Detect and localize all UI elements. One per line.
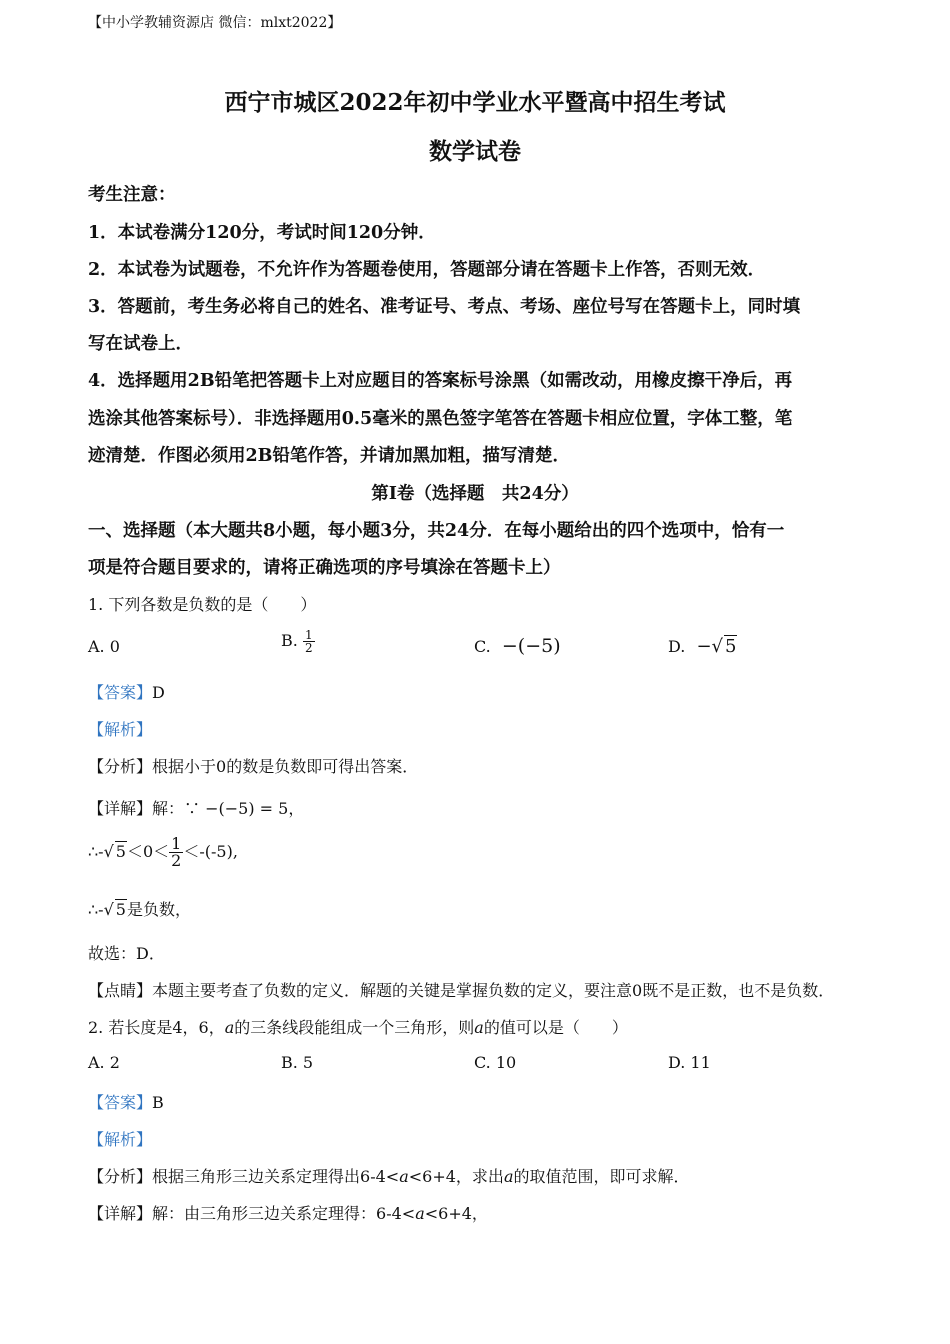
notice-line: 3．答题前，考生务必将自己的姓名、准考证号、考点、考场、座位号写在答题卡上，同时填 bbox=[88, 297, 801, 317]
option-expression: −(−5) bbox=[501, 635, 561, 657]
answer-tag: 【答案】 bbox=[88, 1093, 153, 1112]
q1-conclusion-line bbox=[88, 897, 191, 920]
q2-option-c: C. 10 bbox=[474, 1053, 517, 1072]
header-note: 【中小学教辅资源店 微信：mlxt2022】 bbox=[88, 15, 342, 31]
answer-value: B bbox=[152, 1093, 164, 1112]
q2-answer bbox=[88, 1090, 164, 1113]
inequality-mid: ＜0＜ bbox=[126, 842, 170, 861]
notice-line: 写在试卷上． bbox=[88, 334, 193, 354]
conclusion-text: 是负数， bbox=[126, 900, 191, 919]
section-intro: 项是符合题目要求的，请将正确选项的序号填涂在答题卡上） bbox=[88, 558, 561, 578]
radicand: 5 bbox=[725, 636, 737, 657]
page-title: 西宁市城区2022年初中学业水平暨高中招生考试 bbox=[224, 89, 726, 116]
fenxi-text: <6+4，求出 bbox=[408, 1167, 504, 1186]
notice-line: 4．选择题用2B铅笔把答题卡上对应题目的答案标号涂黑（如需改动，用橡皮擦干净后，再 bbox=[88, 371, 793, 391]
detail-text: 解：由三角形三边关系定理得：6-4< bbox=[152, 1204, 416, 1223]
q2-fenxi bbox=[88, 1164, 690, 1187]
notice-line: 2．本试卷为试题卷，不允许作为答题卷使用，答题部分请在答题卡上作答，否则无效． bbox=[88, 260, 766, 280]
fenxi-text: 根据三角形三边关系定理得出6-4< bbox=[152, 1167, 400, 1186]
detail-tag: 【详解】 bbox=[88, 799, 153, 818]
answer-value: D bbox=[152, 683, 165, 702]
q2-analysis-tag: 【解析】 bbox=[88, 1130, 153, 1149]
q1-stem: 1. 下列各数是负数的是（ ） bbox=[88, 595, 317, 614]
fraction bbox=[169, 836, 183, 869]
notice-heading: 考生注意： bbox=[88, 185, 176, 205]
variable: a bbox=[415, 1204, 425, 1223]
q1-option-b bbox=[281, 629, 315, 654]
q1-option-a: A. 0 bbox=[88, 637, 120, 656]
option-label: B. bbox=[281, 631, 298, 650]
minus-sign: − bbox=[696, 636, 712, 657]
notice-line: 1．本试卷满分120分，考试时间120分钟． bbox=[88, 223, 436, 243]
detail-text: 解：∵ −(−5) = 5， bbox=[152, 799, 305, 818]
variable: a bbox=[503, 1167, 514, 1186]
q2-option-a: A. 2 bbox=[88, 1053, 120, 1072]
variable: a bbox=[474, 1018, 484, 1037]
radicand: 5 bbox=[115, 900, 126, 919]
variable: a bbox=[399, 1167, 409, 1186]
option-label: C. bbox=[474, 637, 491, 656]
q1-option-d bbox=[668, 635, 737, 657]
sqrt-icon: √ bbox=[711, 636, 724, 657]
stem-part: 2. 若长度是4，6， bbox=[88, 1018, 225, 1037]
section-intro: 一、选择题（本大题共8小题，每小题3分，共24分．在每小题给出的四个选项中，恰有一 bbox=[88, 521, 785, 541]
part-title: 第Ⅰ卷（选择题 共24分） bbox=[371, 484, 579, 504]
detail-tag: 【详解】 bbox=[88, 1204, 153, 1223]
numerator: 1 bbox=[304, 628, 313, 642]
q1-inequality bbox=[88, 836, 238, 869]
therefore-prefix: ∴- bbox=[88, 900, 104, 919]
therefore-prefix: ∴- bbox=[88, 842, 104, 861]
sqrt-icon: √ bbox=[103, 842, 114, 861]
numerator: 1 bbox=[171, 834, 182, 853]
q1-answer bbox=[88, 680, 165, 703]
q1-choice: 故选：D． bbox=[88, 944, 165, 963]
sqrt-icon: √ bbox=[103, 900, 114, 919]
q2-stem bbox=[88, 1015, 628, 1038]
fenxi-tag: 【分析】 bbox=[88, 757, 153, 776]
notice-line: 选涂其他答案标号）．非选择题用0.5毫米的黑色签字笔答在答题卡相应位置，字体工整，笔 bbox=[88, 409, 793, 429]
q1-analysis-tag: 【解析】 bbox=[88, 720, 153, 739]
variable: a bbox=[224, 1018, 235, 1037]
fenxi-text: 的取值范围，即可求解． bbox=[513, 1167, 690, 1186]
stem-part: 的值可以是（ ） bbox=[483, 1018, 628, 1037]
fenxi-text: 根据小于0的数是负数即可得出答案． bbox=[152, 757, 419, 776]
q2-option-d: D. 11 bbox=[668, 1053, 711, 1072]
q2-option-b: B. 5 bbox=[281, 1053, 314, 1072]
option-label: D. bbox=[668, 637, 686, 656]
q2-detail bbox=[88, 1201, 488, 1224]
detail-text: <6+4， bbox=[424, 1204, 488, 1223]
notice-line: 迹清楚．作图必须用2B铅笔作答，并请加黑加粗，描写清楚． bbox=[88, 446, 570, 466]
stem-part: 的三条线段能组成一个三角形，则 bbox=[234, 1018, 475, 1037]
fraction bbox=[303, 629, 315, 654]
dianjing-text: 本题主要考查了负数的定义．解题的关键是掌握负数的定义，要注意0既不是正数，也不是负数． bbox=[152, 981, 835, 1000]
q1-dianjing bbox=[88, 978, 834, 1001]
denominator: 2 bbox=[171, 851, 182, 870]
denominator: 2 bbox=[304, 641, 313, 655]
q1-option-c bbox=[474, 635, 561, 657]
dianjing-tag: 【点睛】 bbox=[88, 981, 153, 1000]
radicand: 5 bbox=[115, 842, 126, 861]
page-subtitle: 数学试卷 bbox=[429, 138, 521, 165]
fenxi-tag: 【分析】 bbox=[88, 1167, 153, 1186]
q1-detail bbox=[88, 796, 304, 819]
inequality-end: ＜-(-5), bbox=[183, 842, 238, 861]
q1-fenxi bbox=[88, 754, 418, 777]
answer-tag: 【答案】 bbox=[88, 683, 153, 702]
